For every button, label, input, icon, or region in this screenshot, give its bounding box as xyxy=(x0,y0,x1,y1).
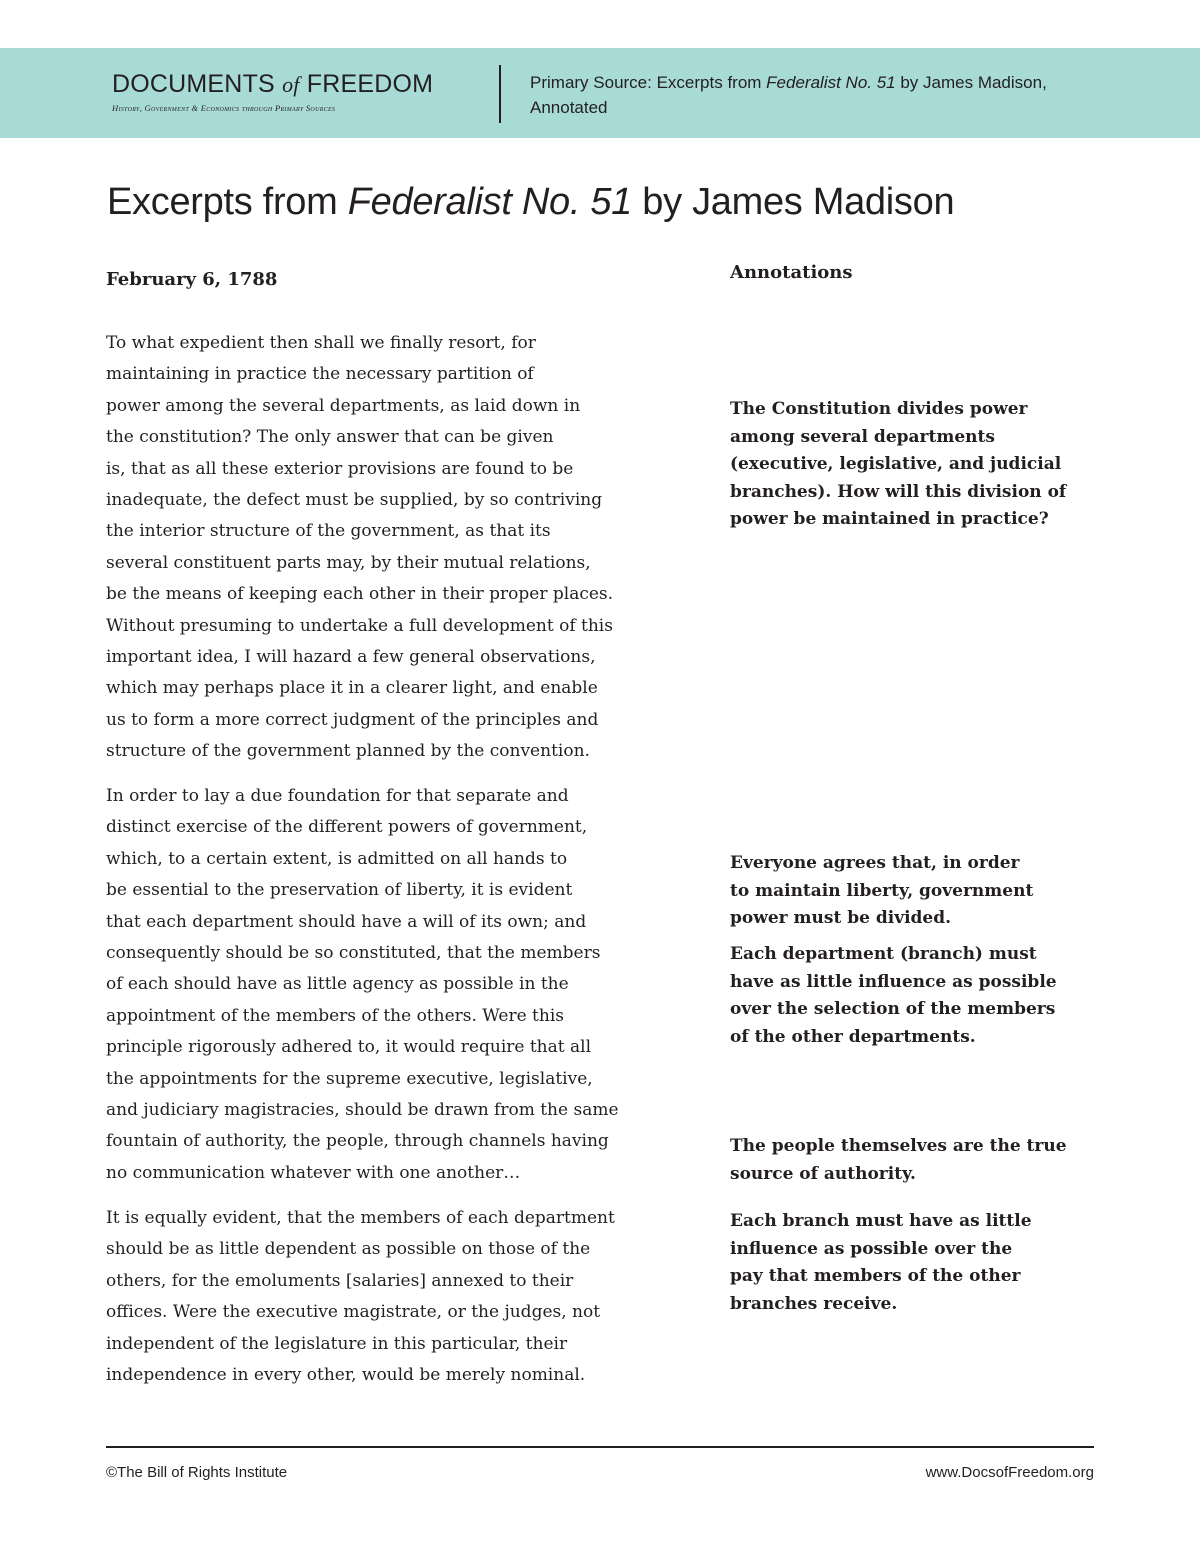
footer-copyright: ©The Bill of Rights Institute xyxy=(106,1464,288,1481)
annotation-line: of the other departments. xyxy=(730,1026,976,1047)
text-line: of each should have as little agency as possible in the xyxy=(106,974,569,995)
annotation-line: over the selection of the members xyxy=(730,999,1056,1019)
header-source xyxy=(530,70,1130,120)
annotation-line: among several departments xyxy=(730,426,995,447)
text-line: several constituent parts may, by their mutual relations, xyxy=(106,552,591,573)
annotations-heading: Annotations xyxy=(730,262,853,283)
header-divider xyxy=(499,65,501,123)
text-line: others, for the emoluments [salaries] annexed to their xyxy=(106,1270,574,1291)
annotation-line: Each branch must have as little xyxy=(730,1211,1032,1231)
annotation-5 xyxy=(730,1208,1110,1318)
annotation-2 xyxy=(730,850,1110,933)
title-suffix: by James Madison xyxy=(632,181,955,223)
annotation-line: pay that members of the other xyxy=(730,1266,1021,1286)
paragraph-1 xyxy=(106,328,686,768)
text-line: appointment of the members of the others. Were this xyxy=(106,1005,564,1026)
text-line: offices. Were the executive magistrate, or the judges, not xyxy=(106,1302,601,1323)
annotation-line: have as little influence as possible xyxy=(730,971,1057,992)
text-line: To what expedient then shall we finally resort, for xyxy=(106,333,536,353)
brand-title xyxy=(112,70,482,99)
brand-of: of xyxy=(282,72,300,97)
document-date: February 6, 1788 xyxy=(106,269,278,290)
text-line: structure of the government planned by the convention. xyxy=(106,741,590,762)
text-line: the interior structure of the government, as that its xyxy=(106,521,551,542)
text-line: independent of the legislature in this particular, their xyxy=(106,1333,568,1354)
annotation-line: to maintain liberty, government xyxy=(730,880,1034,901)
annotation-line: influence as possible over the xyxy=(730,1238,1013,1259)
text-line: Without presuming to undertake a full development of this xyxy=(106,615,613,636)
brand-freedom: FREEDOM xyxy=(306,70,434,98)
text-line: important idea, I will hazard a few general observations, xyxy=(106,647,596,668)
text-line: consequently should be so constituted, that the members xyxy=(106,943,601,964)
header-band xyxy=(0,48,1200,138)
text-line: should be as little dependent as possible on those of the xyxy=(106,1239,591,1260)
text-line: the appointments for the supreme executive, legislative, xyxy=(106,1068,593,1089)
text-line: principle rigorously adhered to, it would require that all xyxy=(106,1037,592,1058)
source-prefix: Primary Source: Excerpts from xyxy=(530,73,767,92)
source-title: Federalist No. 51 xyxy=(766,73,896,92)
page-title xyxy=(107,178,954,226)
text-line: It is equally evident, that the members of each department xyxy=(106,1208,615,1228)
title-italic: Federalist No. 51 xyxy=(347,181,633,223)
text-line: no communication whatever with one another… xyxy=(106,1162,521,1183)
brand-logo xyxy=(112,70,482,114)
brand-documents: DOCUMENTS xyxy=(112,70,275,98)
brand-tagline: History, Government & Economics through Primary Sources xyxy=(112,103,336,113)
text-line: maintaining in practice the necessary partition of xyxy=(106,364,534,385)
source-line-2: Annotated xyxy=(530,98,608,117)
annotation-line: The people themselves are the true xyxy=(730,1136,1067,1156)
paragraph-2 xyxy=(106,781,686,1189)
text-line: which may perhaps place it in a clearer light, and enable xyxy=(106,678,598,699)
annotation-line: The Constitution divides power xyxy=(730,399,1028,419)
annotation-line: branches). How will this division of xyxy=(730,481,1067,502)
title-prefix: Excerpts from xyxy=(107,181,348,223)
paragraph-3 xyxy=(106,1203,686,1391)
annotation-line: power must be divided. xyxy=(730,908,952,928)
annotation-1 xyxy=(730,396,1110,534)
text-line: be the means of keeping each other in their proper places. xyxy=(106,584,614,605)
text-line: is, that as all these exterior provisions are found to be xyxy=(106,458,574,479)
text-line: independence in every other, would be merely nominal. xyxy=(106,1365,586,1386)
annotation-line: branches receive. xyxy=(730,1293,898,1314)
text-line: which, to a certain extent, is admitted on all hands to xyxy=(106,848,568,869)
text-line: the constitution? The only answer that can be given xyxy=(106,427,554,448)
annotation-line: power be maintained in practice? xyxy=(730,509,1049,529)
text-line: fountain of authority, the people, through channels having xyxy=(106,1131,609,1152)
text-line: power among the several departments, as laid down in xyxy=(106,395,581,416)
annotation-3 xyxy=(730,941,1110,1051)
text-line: inadequate, the defect must be supplied, by so contriving xyxy=(106,490,603,511)
text-line: In order to lay a due foundation for that separate and xyxy=(106,786,569,806)
text-line: and judiciary magistracies, should be drawn from the same xyxy=(106,1100,619,1121)
annotation-4 xyxy=(730,1133,1110,1188)
annotation-line: source of authority. xyxy=(730,1163,916,1184)
text-line: distinct exercise of the different powers of government, xyxy=(106,817,588,838)
footer-website[interactable]: www.DocsofFreedom.org xyxy=(925,1464,1094,1481)
annotation-line: Everyone agrees that, in order xyxy=(730,853,1020,873)
footer-rule xyxy=(106,1446,1094,1448)
annotation-line: Each department (branch) must xyxy=(730,944,1037,964)
text-line: be essential to the preservation of liberty, it is evident xyxy=(106,880,573,901)
text-line: us to form a more correct judgment of the principles and xyxy=(106,709,599,730)
source-suffix: by James Madison, xyxy=(895,73,1047,92)
text-line: that each department should have a will of its own; and xyxy=(106,911,587,932)
annotation-line: (executive, legislative, and judicial xyxy=(730,454,1062,474)
